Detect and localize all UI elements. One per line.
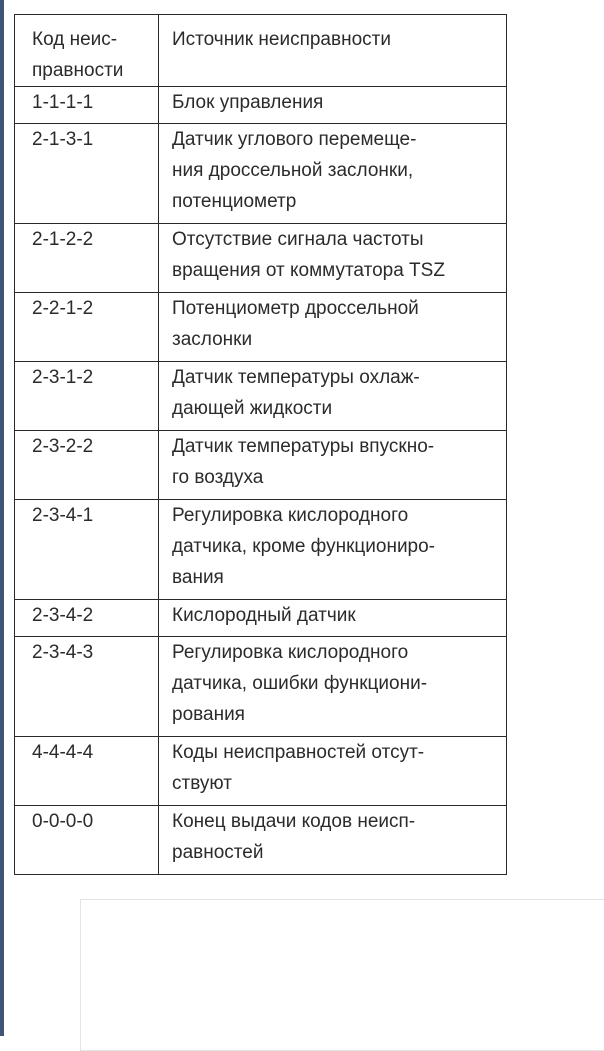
left-edge-bar xyxy=(0,0,4,1036)
fault-code: 2-3-4-3 xyxy=(15,637,159,737)
fault-code: 2-1-2-2 xyxy=(15,224,159,293)
table-row xyxy=(15,500,507,600)
table-row xyxy=(15,806,507,875)
fault-source: Датчик температуры впускно- го воздуха xyxy=(159,431,507,500)
fault-source: Кислородный датчик xyxy=(159,600,507,637)
fault-source: Отсутствие сигнала частоты вращения от коммутатора TSZ xyxy=(159,224,507,293)
fault-code: 2-2-1-2 xyxy=(15,293,159,362)
fault-source: Блок управления xyxy=(159,87,507,124)
fault-source: Регулировка кислородного датчика, кроме функциониро- вания xyxy=(159,500,507,600)
fault-code: 4-4-4-4 xyxy=(15,737,159,806)
fault-code: 2-3-4-2 xyxy=(15,600,159,637)
fault-source: Регулировка кислородного датчика, ошибки функциони- рования xyxy=(159,637,507,737)
fault-code: 2-1-3-1 xyxy=(15,124,159,224)
table-row xyxy=(15,637,507,737)
table-row xyxy=(15,87,507,124)
blank-panel xyxy=(80,899,604,1051)
table-header-row xyxy=(15,15,507,87)
table-row xyxy=(15,124,507,224)
header-source: Источник неисправности xyxy=(159,15,507,87)
fault-source: Датчик температуры охлаж- дающей жидкости xyxy=(159,362,507,431)
table-row xyxy=(15,431,507,500)
table-row xyxy=(15,293,507,362)
fault-code: 2-3-2-2 xyxy=(15,431,159,500)
fault-code: 1-1-1-1 xyxy=(15,87,159,124)
fault-code: 2-3-1-2 xyxy=(15,362,159,431)
fault-source: Конец выдачи кодов неисп- равностей xyxy=(159,806,507,875)
table-row xyxy=(15,362,507,431)
table-row xyxy=(15,224,507,293)
table-row xyxy=(15,600,507,637)
fault-source: Коды неисправностей отсут- ствуют xyxy=(159,737,507,806)
fault-source: Датчик углового перемеще- ния дроссельной заслонки, потенциометр xyxy=(159,124,507,224)
fault-code: 2-3-4-1 xyxy=(15,500,159,600)
fault-code: 0-0-0-0 xyxy=(15,806,159,875)
table-row xyxy=(15,737,507,806)
fault-source: Потенциометр дроссельной заслонки xyxy=(159,293,507,362)
header-code: Код неис- правности xyxy=(15,15,159,87)
fault-code-table xyxy=(14,14,507,875)
